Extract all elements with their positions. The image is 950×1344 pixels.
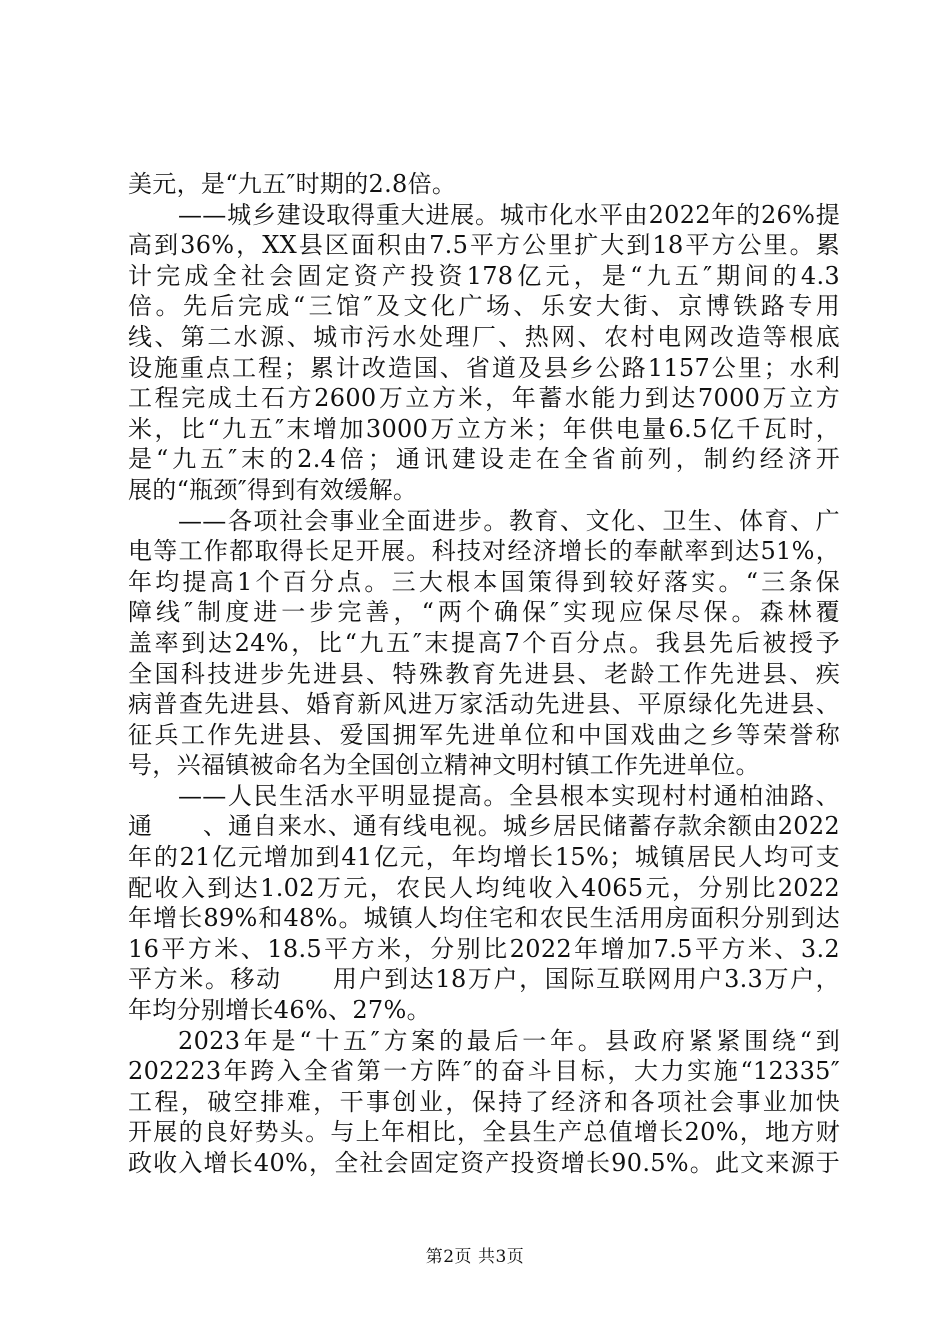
text-line: 米，比“九五″末增加3000万立方米；年供电量6.5亿千瓦时， — [128, 414, 840, 443]
text-line: 美元，是“九五″时期的2.8倍。 — [128, 170, 457, 198]
text-line: 电等工作都取得长足开展。科技对经济增长的奉献率到达51%， — [128, 537, 840, 566]
text-line: 平方米。移动 用户到达18万户，国际互联网用户3.3万户， — [128, 965, 840, 994]
text-line: 倍。先后完成“三馆″及文化广场、乐安大街、京博铁路专用 — [128, 292, 840, 321]
text-line: 线、第二水源、城市污水处理厂、热网、农村电网改造等根底 — [128, 322, 840, 351]
text-line: 年增长89%和48%。城镇人均住宅和农民生活用房面积分别到达 — [128, 904, 840, 933]
text-line: 盖率到达24%，比“九五″末提高7个百分点。我县先后被授予 — [128, 628, 840, 657]
text-line: 展的“瓶颈″得到有效缓解。 — [128, 475, 418, 504]
text-line: 开展的良好势头。与上年相比，全县生产总值增长20%，地方财 — [128, 1118, 840, 1147]
text-line: ——人民生活水平明显提高。全县根本实现村村通柏油路、 — [178, 781, 840, 810]
text-line: 16平方米、18.5平方米，分别比2022年增加7.5平方米、3.2 — [128, 934, 840, 963]
text-line: 计完成全社会固定资产投资178亿元，是“九五″期间的4.3 — [128, 261, 840, 290]
text-line: 征兵工作先进县、爱国拥军先进单位和中国戏曲之乡等荣誉称 — [128, 720, 840, 749]
text-line: 高到36%，XX县区面积由7.5平方公里扩大到18平方公里。累 — [128, 231, 840, 260]
text-line: ——城乡建设取得重大进展。城市化水平由2022年的26%提 — [178, 200, 840, 229]
text-line: 工程完成土石方2600万立方米，年蓄水能力到达7000万立方 — [128, 384, 840, 413]
text-line: 病普查先进县、婚育新风进万家活动先进县、平原绿化先进县、 — [128, 690, 840, 719]
text-line: 全国科技进步先进县、特殊教育先进县、老龄工作先进县、疾 — [128, 659, 840, 688]
text-line: 202223年跨入全省第一方阵″的奋斗目标，大力实施“12335″ — [128, 1057, 840, 1086]
text-line: 号，兴福镇被命名为全国创立精神文明村镇工作先进单位。 — [128, 751, 760, 780]
text-line: ——各项社会事业全面进步。教育、文化、卫生、体育、广 — [178, 506, 840, 535]
text-line: 政收入增长40%，全社会固定资产投资增长90.5%。此文来源于 — [128, 1149, 840, 1177]
page-footer: 第2页 共3页 — [425, 1247, 525, 1267]
text-line: 2023年是“十五″方案的最后一年。县政府紧紧围绕“到 — [178, 1026, 840, 1055]
text-line: 设施重点工程；累计改造国、省道及县乡公路1157公里；水利 — [128, 353, 840, 382]
text-line: 通 、通自来水、通有线电视。城乡居民储蓄存款余额由2022 — [128, 812, 840, 841]
text-line: 年均提高1个百分点。三大根本国策得到较好落实。“三条保 — [128, 567, 840, 596]
text-line: 工程，破空排难，干事创业，保持了经济和各项社会事业加快 — [128, 1087, 840, 1116]
document-body — [128, 169, 840, 1179]
text-line: 年的21亿元增加到41亿元，年均增长15%；城镇居民人均可支 — [128, 843, 840, 872]
text-line: 年均分别增长46%、27%。 — [128, 996, 431, 1025]
text-line: 是“九五″末的2.4倍；通讯建设走在全省前列，制约经济开 — [128, 445, 840, 474]
text-line: 配收入到达1.02万元，农民人均纯收入4065元，分别比2022 — [128, 873, 840, 902]
text-line: 障线″制度进一步完善，“两个确保″实现应保尽保。森林覆 — [128, 598, 840, 627]
